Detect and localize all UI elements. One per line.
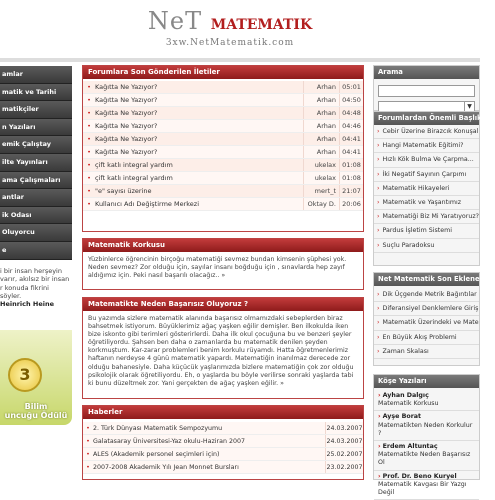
forum-row[interactable] — [83, 172, 363, 185]
column-item[interactable] — [374, 411, 479, 441]
forum-user[interactable]: Arhan — [303, 133, 339, 145]
recent-additions-list — [374, 286, 479, 359]
column-author-name: Erdem Altuntaç — [382, 443, 438, 451]
sidebar-item[interactable]: n Yazıları — [0, 119, 72, 137]
arrow-icon: › — [377, 333, 380, 341]
sidebar-item[interactable]: amlar — [0, 66, 72, 84]
forum-time: 20:06 — [339, 198, 363, 210]
news-list — [83, 419, 363, 474]
forum-row[interactable] — [83, 146, 363, 159]
columns-panel — [373, 374, 480, 497]
arrow-icon: › — [377, 128, 380, 135]
important-topic-item-label: Matematik Hikayeleri — [382, 184, 450, 192]
sidebar-item[interactable]: matik ve Tarihi — [0, 84, 72, 102]
important-topics-list — [374, 125, 479, 253]
important-topic-item[interactable] — [374, 224, 479, 238]
arrow-icon: › — [378, 392, 381, 399]
important-topic-item[interactable] — [374, 210, 479, 224]
medal-icon — [8, 358, 42, 392]
columns-title: Köşe Yazıları — [374, 375, 479, 388]
award-line: uncuğu Ödülü — [4, 411, 68, 420]
news-link[interactable]: Galatasaray Üniversitesi-Yaz okulu-Haziran 2007 — [93, 438, 246, 445]
news-date: 24.03.2007 — [325, 435, 363, 447]
forum-topic-link[interactable]: Kağıtta Ne Yazıyor? — [95, 135, 158, 143]
search-panel-title: Arama — [374, 66, 479, 79]
column-item[interactable] — [374, 471, 479, 500]
news-row[interactable] — [83, 422, 363, 435]
column-author-name: Ayşe Borat — [382, 413, 422, 421]
bullet-icon: • — [87, 148, 91, 156]
bullet-icon: • — [87, 135, 91, 143]
important-topic-item-label: Suçlu Paradoksu — [382, 241, 435, 249]
recent-additions-panel — [373, 272, 495, 366]
left-nav — [0, 66, 72, 260]
basarisiz-panel — [82, 297, 364, 399]
medal-number: 3 — [19, 365, 31, 384]
forum-time: 04:41 — [339, 146, 363, 158]
forum-panel-title: Forumlara Son Gönderilen İletiler — [83, 66, 363, 79]
column-author[interactable] — [378, 443, 475, 451]
forum-topic-link[interactable]: Kağıtta Ne Yazıyor? — [95, 96, 158, 104]
news-link[interactable]: ALES (Akademik personel seçimleri için) — [93, 451, 220, 458]
basarisiz-panel-title: Matematikte Neden Başarısız Oluyoruz ? — [83, 298, 363, 311]
haberler-panel-title: Haberler — [83, 406, 363, 419]
forum-time: 04:48 — [339, 107, 363, 119]
column-title[interactable]: Matematik Kavgası Bir Yazgı Değil — [378, 480, 467, 497]
news-date: 24.03.2007 — [325, 422, 363, 434]
bullet-icon: • — [87, 83, 91, 91]
bullet-icon: • — [86, 438, 90, 445]
column-title[interactable]: Matematik Korkusu — [378, 400, 439, 408]
column-title[interactable]: Matematikte Neden Başarısız Ol — [378, 451, 471, 467]
important-topic-item[interactable] — [374, 125, 479, 139]
bullet-icon: • — [87, 161, 91, 169]
forum-user[interactable]: Arhan — [303, 81, 339, 93]
important-topic-item[interactable] — [374, 239, 479, 253]
recent-addition-item[interactable] — [374, 331, 479, 345]
arrow-icon: › — [377, 319, 380, 327]
column-author-name: Ayhan Dalgıç — [382, 392, 429, 399]
quote-line: r konuda fikrini söyler. — [0, 283, 49, 300]
forum-row[interactable] — [83, 120, 363, 133]
top-divider — [0, 58, 480, 62]
sidebar-item[interactable]: ik Odası — [0, 207, 72, 225]
forum-topic-link[interactable]: çift katlı integral yardım — [95, 174, 173, 182]
forum-topic-link[interactable]: Kağıtta Ne Yazıyor? — [95, 109, 158, 117]
bullet-icon: • — [87, 187, 91, 195]
chevron-down-icon: ▼ — [464, 102, 474, 112]
recent-addition-item-label: Dik Üçgende Metrik Bağıntılar — [382, 291, 477, 298]
forum-topic-link[interactable]: Kağıtta Ne Yazıyor? — [95, 83, 158, 91]
quote-line: varır, akılsız bir insan — [0, 275, 70, 284]
forum-panel — [82, 65, 364, 232]
recent-addition-item-label: Zaman Skalası — [382, 347, 429, 355]
recent-addition-item[interactable] — [374, 288, 479, 302]
haberler-panel — [82, 405, 364, 480]
important-topic-item-label: Matematik ve Yaşantımız — [382, 198, 462, 206]
important-topic-item-label: Cebir Üzerine Birazcık Konuşal — [382, 128, 479, 135]
column-author[interactable] — [378, 392, 475, 400]
important-topic-item[interactable] — [374, 139, 479, 153]
bullet-icon: • — [86, 425, 90, 432]
korku-panel — [82, 238, 364, 290]
recent-addition-item[interactable] — [374, 345, 479, 359]
arrow-icon: › — [377, 347, 380, 355]
sidebar-item[interactable]: matikçiler — [0, 101, 72, 119]
forum-topic-link[interactable]: Kağıtta Ne Yazıyor? — [95, 122, 158, 130]
important-topics-title: Forumlardan Önemli Başlıklar — [374, 112, 479, 125]
bullet-icon: • — [87, 96, 91, 104]
bullet-icon: • — [87, 200, 91, 208]
news-date: 25.02.2007 — [325, 448, 363, 460]
forum-user[interactable]: Arhan — [303, 107, 339, 119]
bullet-icon: • — [87, 174, 91, 182]
arrow-icon: › — [378, 472, 381, 480]
forum-user[interactable]: mert_t — [303, 185, 339, 197]
arrow-icon: › — [377, 198, 380, 206]
arrow-icon: › — [378, 443, 381, 451]
forum-time: 04:50 — [339, 94, 363, 106]
forum-row[interactable] — [83, 198, 363, 211]
column-item[interactable] — [374, 390, 479, 411]
recent-additions-title: Net Matematik Son Eklenenler — [374, 273, 479, 286]
important-topic-item[interactable] — [374, 153, 479, 167]
arrow-icon: › — [378, 413, 381, 421]
sidebar-item[interactable]: antlar — [0, 189, 72, 207]
sidebar-item[interactable]: emik Çalıştay — [0, 136, 72, 154]
important-topics-panel — [373, 111, 492, 266]
news-row[interactable] — [83, 435, 363, 448]
forum-time: 21:07 — [339, 185, 363, 197]
recent-addition-item-label: Diferansiyel Denklemlere Giriş — [382, 305, 479, 313]
forum-user[interactable]: Arhan — [303, 94, 339, 106]
forum-time: 04:46 — [339, 120, 363, 132]
search-panel — [373, 65, 480, 111]
important-topic-item[interactable] — [374, 196, 479, 210]
forum-user[interactable]: Arhan — [303, 146, 339, 158]
columns-list — [374, 388, 479, 500]
forum-user[interactable]: ukelax — [303, 159, 339, 171]
sidebar-item[interactable]: Oluyorcu — [0, 224, 72, 242]
award-badge[interactable] — [0, 330, 72, 425]
arrow-icon: › — [377, 227, 380, 235]
important-topic-item[interactable] — [374, 168, 479, 182]
important-topic-item-label: Hızlı Kök Bulma Ve Çarpma... — [382, 156, 474, 164]
arrow-icon: › — [377, 305, 380, 313]
forum-topic-link[interactable]: Kullanıcı Adı Değiştirme Merkezi — [95, 200, 200, 208]
sidebar-item[interactable]: ama Çalışmaları — [0, 172, 72, 190]
award-caption — [0, 402, 72, 420]
logo-wordmark: NeT MATEMATIK — [147, 7, 313, 35]
forum-row[interactable] — [83, 159, 363, 172]
important-topic-item-label: Matematiği Biz Mi Yaratıyoruz? — [382, 213, 479, 221]
forum-time: 01:08 — [339, 159, 363, 171]
forum-row[interactable] — [83, 107, 363, 120]
quote-box — [0, 267, 72, 308]
forum-row[interactable] — [83, 185, 363, 198]
important-topic-item-label: Hangi Matematik Eğitimi? — [382, 142, 464, 150]
important-topic-item[interactable] — [374, 182, 479, 196]
forum-row[interactable] — [83, 81, 363, 94]
forum-user[interactable]: Arhan — [303, 120, 339, 132]
recent-addition-item-label: Matematik Üzerindeki ve Mate — [382, 319, 479, 327]
arrow-icon: › — [377, 156, 380, 164]
site-logo[interactable] — [130, 8, 330, 48]
search-input[interactable] — [378, 85, 475, 97]
forum-row[interactable] — [83, 133, 363, 146]
basarisiz-text[interactable]: Bu yazımda sizlere matematik alanında başarısız olmamızdaki sebeplerden biraz bahsetmek istiyorum. Büyüklerimiz ağaç yaşken eğilir demişler. Ben ilkokulda iken bize iskonto gibi terimleri gösterirlerdi. Daha ilk okul çocuğuna bu ve benzeri şeyler öğretiliyordu. Şahsen ben daha o zamanlarda bu matematik denilen şeyden korkmuştum. Kar-zarar problemleri benim korkulu rüyamdı. Hatta öğretmenlerimiz haftanın nerdeyse 4 günü matematik yapardı. Matematiğin inanılmaz derecede zor olduğu bahanesiyle. Daha küçücük yaşlarımızda bizlere matematiğin çok zor olduğu psikolojik olarak öğretiliyordu. Eh, o yaşlarda bu böyle verilirse sonraki yaşlarda tabi ki bunu düzeltmek zor. Yani gerçekten de ağaç yaşken eğilir. » — [83, 311, 363, 392]
logo-url: 3xw.NetMatematik.com — [165, 38, 295, 48]
korku-panel-title: Matematik Korkusu — [83, 239, 363, 252]
forum-topic-link[interactable]: Kağıtta Ne Yazıyor? — [95, 148, 158, 156]
news-link[interactable]: 2007-2008 Akademik Yılı Jean Monnet Bursları — [93, 464, 239, 471]
forum-user[interactable]: Oktay D. — [303, 198, 339, 210]
site-header — [0, 0, 480, 58]
sidebar-item[interactable]: ilte Yayınları — [0, 154, 72, 172]
forum-user[interactable]: ukelax — [303, 172, 339, 184]
korku-text[interactable]: Yüzbinlerce öğrencinin birçoğu matematiği sevmez bundan kimsenin şüphesi yok. Neden sevmez? Zor olduğu için, sayılar insanı boğduğu için , sınavlarda hep zayıf aldığımız için. Peki nasıl başarılı olacağız.. » — [83, 252, 363, 284]
column-author-name: Prof. Dr. Beno Kuryel — [382, 472, 457, 480]
news-link[interactable]: 2. Türk Dünyası Matematik Sempozyumu — [93, 425, 223, 432]
forum-topic-link[interactable]: "e" sayısı üzerine — [95, 187, 152, 195]
arrow-icon: › — [377, 142, 380, 150]
news-date: 23.02.2007 — [325, 461, 363, 473]
column-author[interactable] — [378, 413, 475, 421]
news-row[interactable] — [83, 448, 363, 461]
forum-time: 01:08 — [339, 172, 363, 184]
column-item[interactable] — [374, 441, 479, 471]
arrow-icon: › — [377, 170, 380, 178]
bullet-icon: • — [86, 464, 90, 471]
news-row[interactable] — [83, 461, 363, 474]
forum-list — [83, 79, 363, 211]
column-author[interactable] — [378, 473, 475, 481]
important-topic-item-label: İki Negatif Sayının Çarpımı — [382, 170, 467, 178]
important-topic-item-label: Pardus İşletim Sistemi — [382, 227, 453, 235]
recent-addition-item-label: En Büyük Akış Problemi — [382, 333, 457, 341]
forum-topic-link[interactable]: çift katlı integral yardım — [95, 161, 173, 169]
quote-author: Heinrich Heine — [0, 300, 54, 309]
arrow-icon: › — [377, 184, 380, 192]
bullet-icon: • — [87, 122, 91, 130]
recent-addition-item[interactable] — [374, 316, 479, 330]
quote-line: i bir insan herşeyin — [0, 267, 62, 275]
recent-addition-item[interactable] — [374, 302, 479, 316]
column-title[interactable]: Matematikten Neden Korkulur ? — [378, 421, 473, 437]
arrow-icon: › — [377, 241, 380, 249]
arrow-icon: › — [377, 213, 380, 221]
bullet-icon: • — [87, 109, 91, 117]
forum-time: 04:41 — [339, 133, 363, 145]
arrow-icon: › — [377, 291, 380, 298]
forum-row[interactable] — [83, 94, 363, 107]
forum-time: 05:01 — [339, 81, 363, 93]
award-line: Bilim — [24, 402, 48, 411]
bullet-icon: • — [86, 451, 90, 458]
sidebar-item[interactable]: e — [0, 242, 72, 260]
